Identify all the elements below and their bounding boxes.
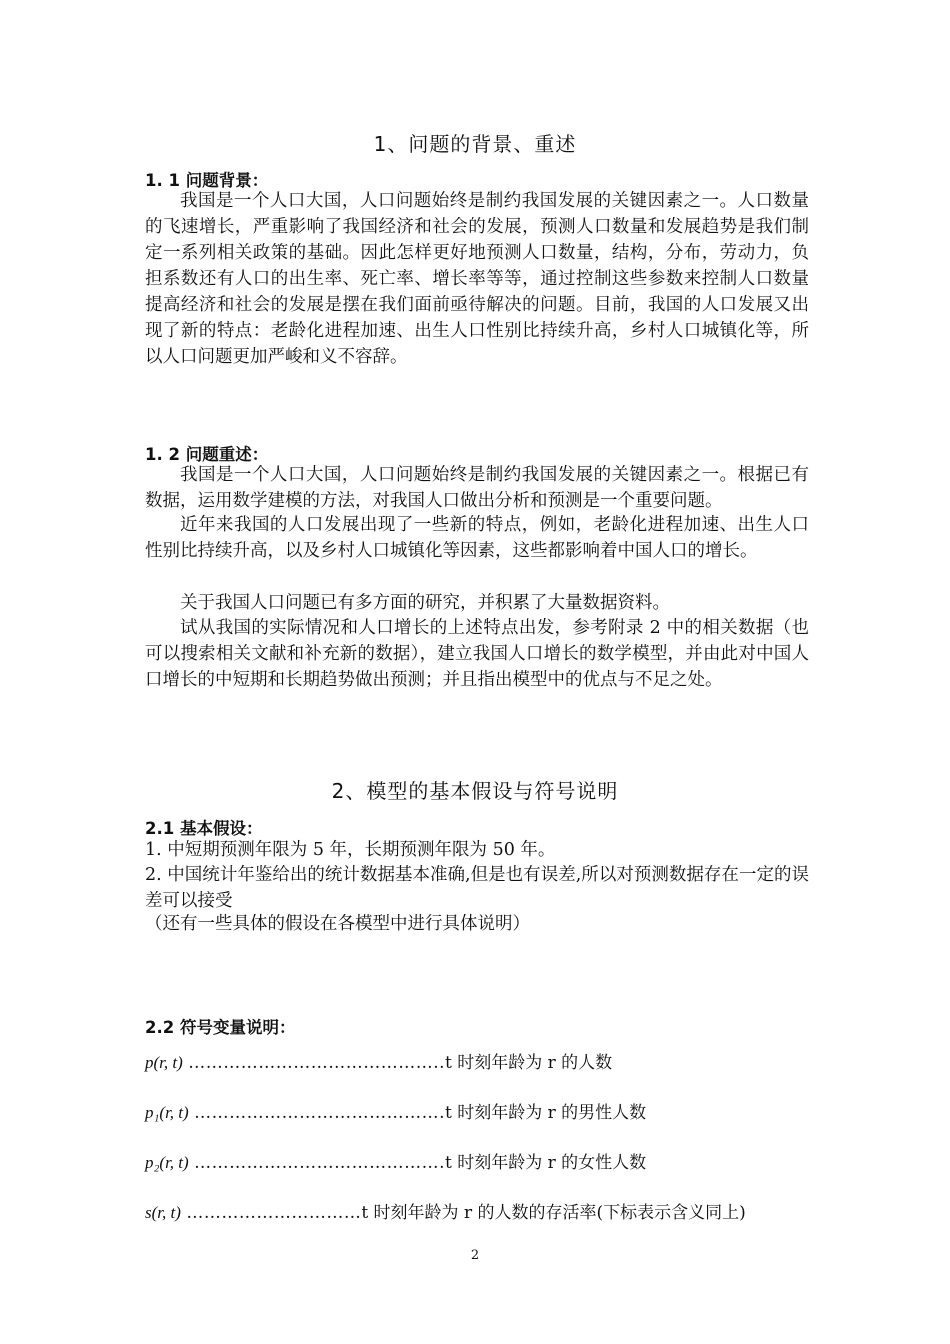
symbol-leader-dots: ……………………………………. xyxy=(194,1153,445,1173)
section1-2-paragraph-3: 关于我国人口问题已有多方面的研究，并积累了大量数据资料。 xyxy=(180,593,670,613)
symbol-description: t 时刻年龄为 r 的人数的存活率(下标表示含义同上) xyxy=(361,1203,746,1223)
symbol-math: p(r, t) xyxy=(145,1053,183,1072)
symbol-leader-dots: ……………………………………. xyxy=(194,1103,445,1123)
symbol-leader-dots: ………………………… xyxy=(186,1203,362,1223)
symbol-row xyxy=(145,1048,612,1073)
section1-1-heading: 1. 1 问题背景： xyxy=(145,171,269,190)
assumption-note: （还有一些具体的假设在各模型中进行具体说明） xyxy=(145,914,530,934)
symbol-math: p₁(r, t) xyxy=(145,1103,189,1122)
section2-2-heading: 2.2 符号变量说明： xyxy=(145,1018,296,1037)
symbol-row xyxy=(145,1198,746,1223)
symbol-math: s(r, t) xyxy=(145,1203,181,1222)
section2-title: 2、模型的基本假设与符号说明 xyxy=(331,779,619,803)
assumption-item-2: 2. 中国统计年鉴给出的统计数据基本准确,但是也有误差,所以对预测数据存在一定的误差可以接受 xyxy=(145,865,809,911)
section1-2-paragraph-2: 近年来我国的人口发展出现了一些新的特点，例如，老龄化进程加速、出生人口性别比持续升高，以及乡村人口城镇化等因素，这些都影响着中国人口的增长。 xyxy=(145,515,809,561)
symbol-description: t 时刻年龄为 r 的女性人数 xyxy=(445,1153,647,1173)
section1-title: 1、问题的背景、重述 xyxy=(373,132,577,156)
section2-1-heading: 2.1 基本假设： xyxy=(145,819,263,838)
symbol-leader-dots: …………………………………….. xyxy=(188,1053,445,1073)
symbol-row xyxy=(145,1098,646,1123)
section1-2-paragraph-1: 我国是一个人口大国，人口问题始终是制约我国发展的关键因素之一。根据已有数据，运用数学建模的方法，对我国人口做出分析和预测是一个重要问题。 xyxy=(145,465,809,511)
assumption-item-1: 1. 中短期预测年限为 5 年，长期预测年限为 50 年。 xyxy=(145,840,556,860)
symbol-row xyxy=(145,1148,646,1173)
section1-2-heading: 1. 2 问题重述： xyxy=(145,445,269,464)
section1-2-paragraph-4: 试从我国的实际情况和人口增长的上述特点出发，参考附录 2 中的相关数据（也可以搜索相关文献和补充新的数据），建立我国人口增长的数学模型，并由此对中国人口增长的中短期和长期趋势做出预测；并且指出模型中的优点与不足之处。 xyxy=(145,618,809,690)
symbol-description: t 时刻年龄为 r 的男性人数 xyxy=(445,1103,647,1123)
symbol-description: t 时刻年龄为 r 的人数 xyxy=(445,1053,613,1073)
section1-1-paragraph: 我国是一个人口大国，人口问题始终是制约我国发展的关键因素之一。人口数量的飞速增长，严重影响了我国经济和社会的发展，预测人口数量和发展趋势是我们制定一系列相关政策的基础。因此怎样更好地预测人口数量，结构，分布，劳动力，负担系数还有人口的出生率、死亡率、增长率等等，通过控制这些参数来控制人口数量提高经济和社会的发展是摆在我们面前亟待解决的问题。目前，我国的人口发展又出现了新的特点：老龄化进程加速、出生人口性别比持续升高，乡村人口城镇化等，所以人口问题更加严峻和义不容辞。 xyxy=(145,191,809,367)
symbol-math: p₂(r, t) xyxy=(145,1153,189,1172)
page-number: 2 xyxy=(470,1248,480,1263)
